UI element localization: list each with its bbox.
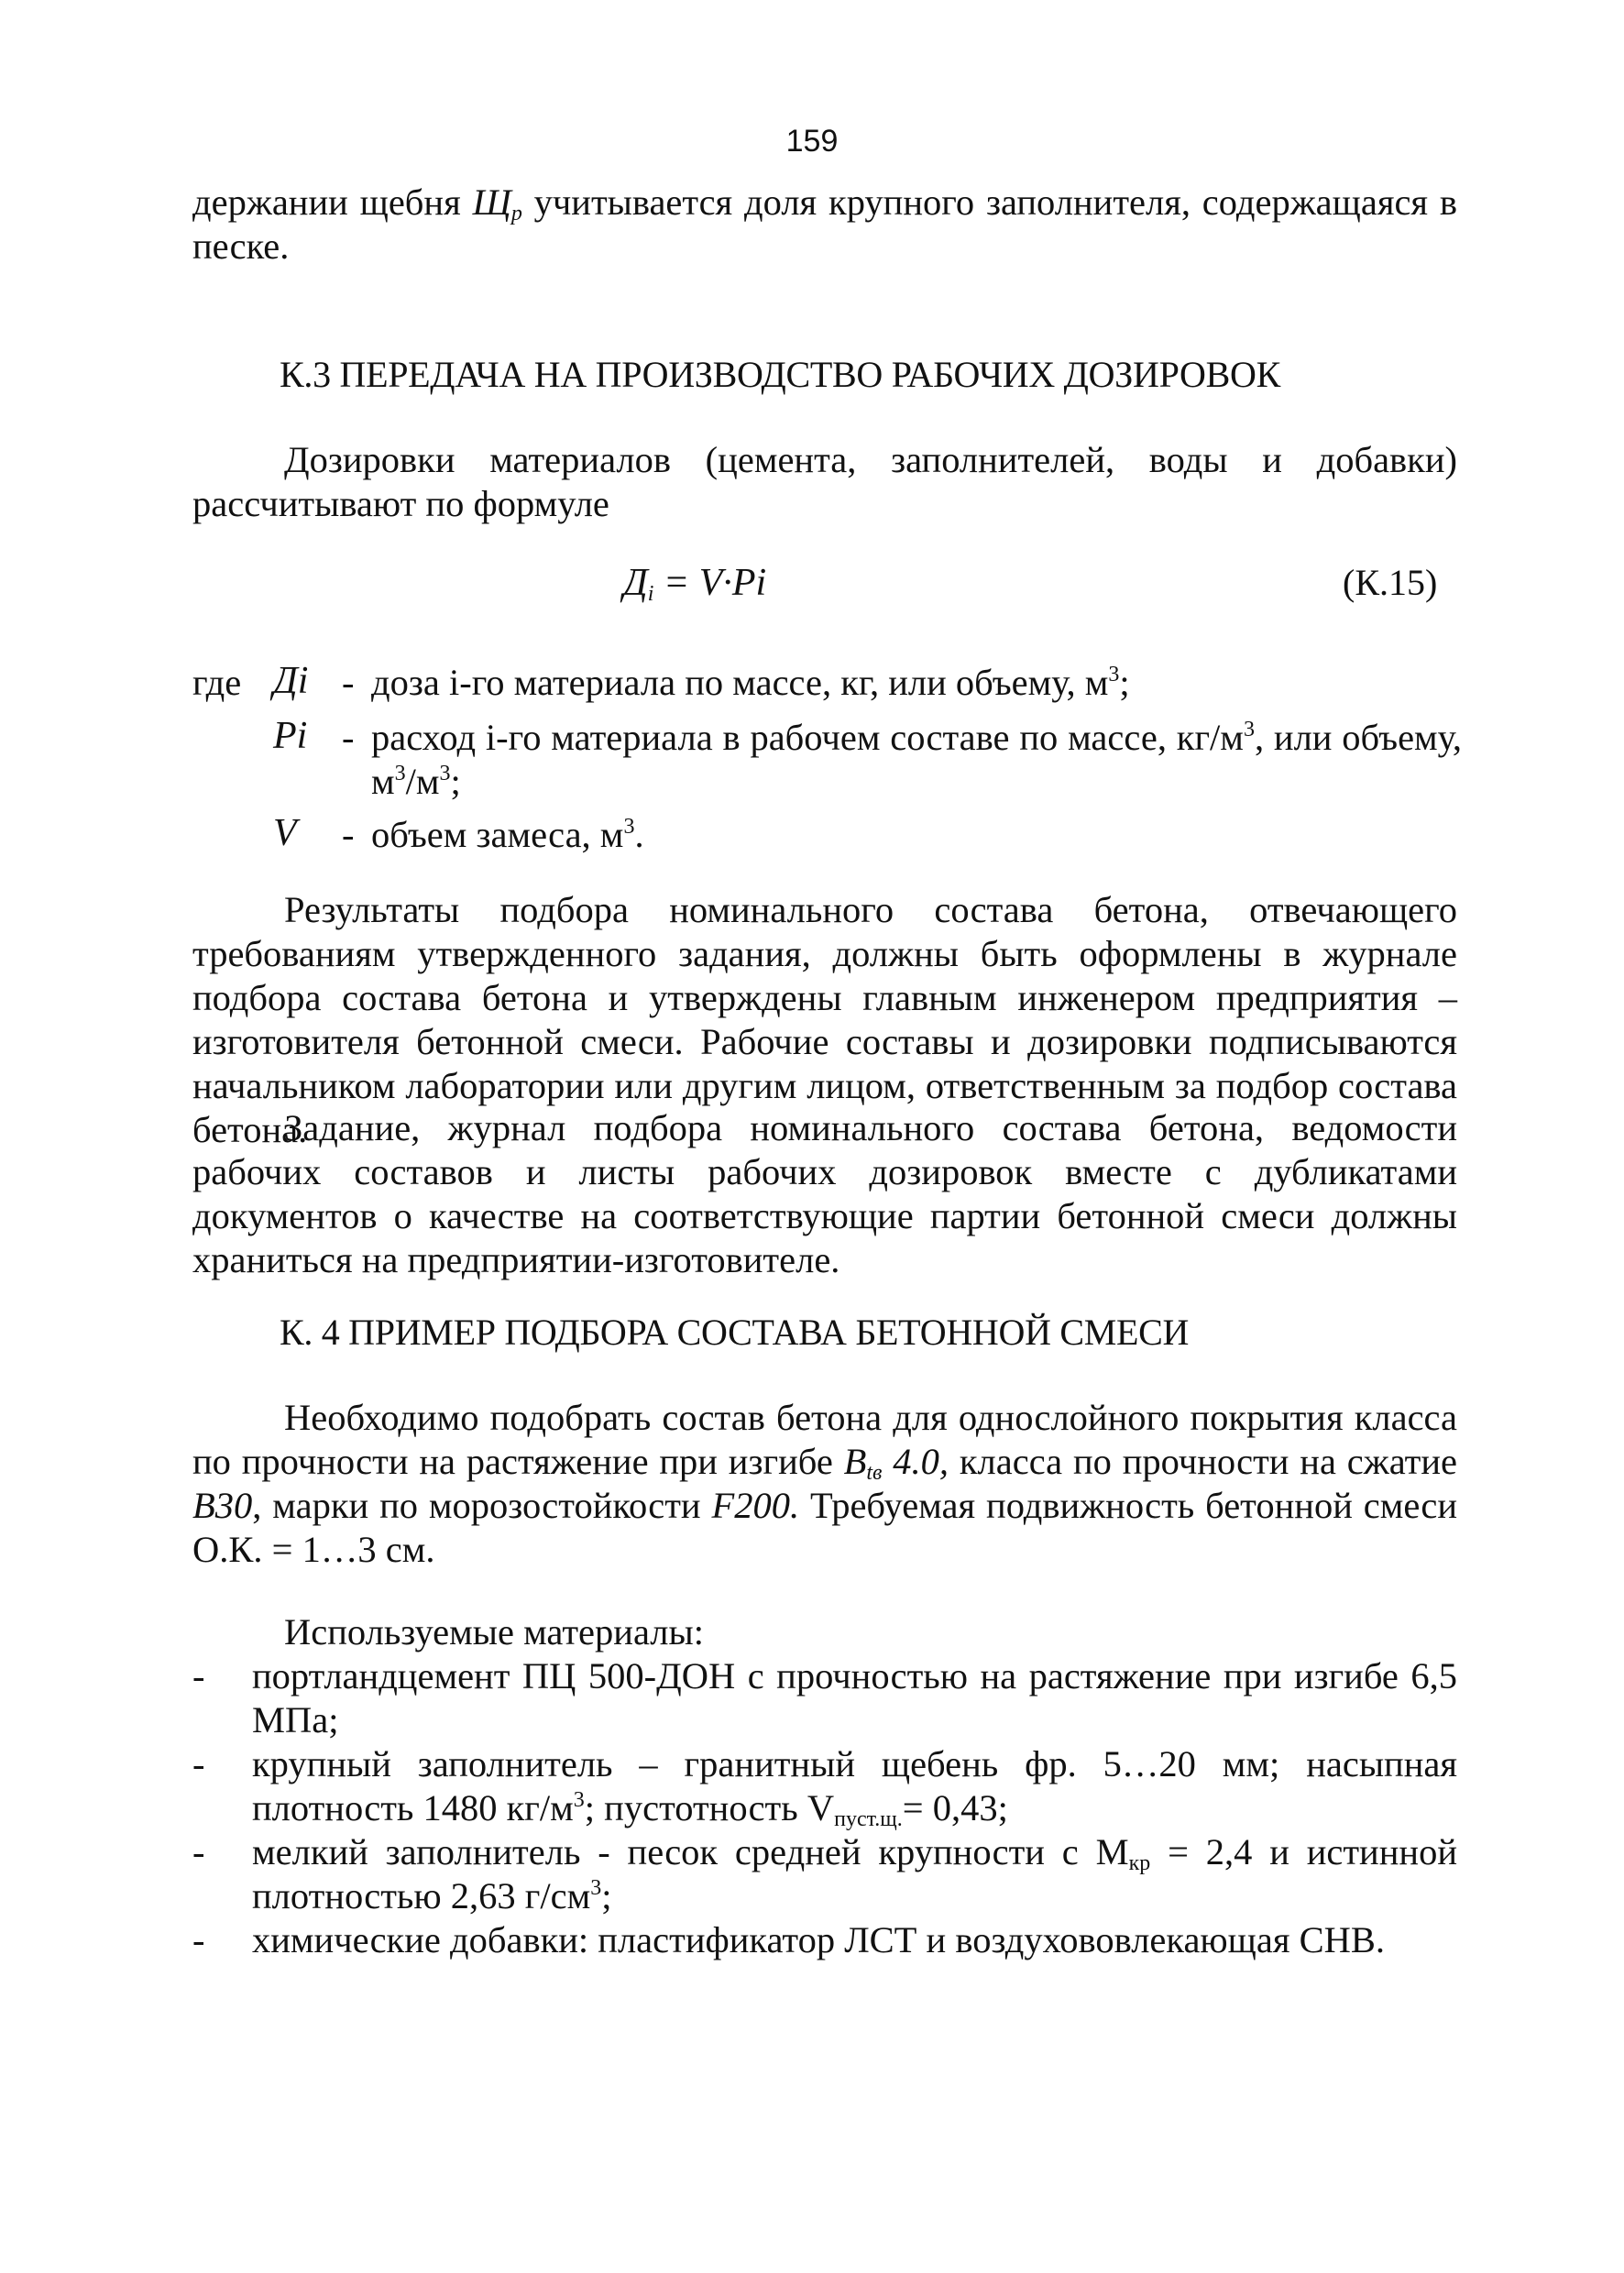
formula-number: (К.15) (1343, 562, 1438, 603)
list-text: портландцемент ПЦ 500-ДОН с прочностью на растяжение при изгибе 6,5 МПа; (252, 1655, 1457, 1740)
list-text: мелкий заполнитель - песок средней крупности с $М_{кр} = 2,4$ и истинной плотностью 2,63 $г/см^3$; (252, 1831, 1458, 1916)
materials-label: Используемые материалы: (284, 1611, 704, 1653)
list-dash: - (192, 1743, 205, 1784)
list-item-cement (192, 1654, 1457, 1742)
definition-text-di: доза i-го материала по массе, кг, или объему, $м^3$; (371, 662, 1130, 703)
definition-dash: - (342, 717, 355, 758)
list-dash: - (192, 1655, 205, 1697)
list-item-additives (192, 1918, 1457, 1962)
list-text: химические добавки: пластификатор ЛСТ и воздухововлекающая СНВ. (252, 1919, 1386, 1960)
paragraph-results: Результаты подбора номинального состава бетона, отвечающего требованиям утвержденного задания, должны быть оформлены в журнале подбора состава бетона и утверждены главным инженером предприятия – изготовителя бетонной смеси. Рабочие составы и дозировки подписываются начальником лаборатории или другим лицом, ответственным за подбор состава бетона. (192, 889, 1457, 1150)
definition-symbol-di: Дi (273, 660, 309, 702)
intro-text-2: учитывается доля крупного заполнителя, содержащаяся в песке. (192, 181, 1458, 267)
definition-text-pi: расход i-го материала в рабочем составе по массе, $кг/м^3$, или объему, $м^3/м^3$; (371, 717, 1462, 802)
list-dash: - (192, 1919, 205, 1960)
where-label: где (192, 662, 242, 703)
paragraph-storage: Задание, журнал подбора номинального состава бетона, ведомости рабочих составов и листы рабочих дозировок вместе с дубликатами документов о качестве на соответствующие партии бетонной смеси должны храниться на предприятии-изготовителе. (192, 1107, 1457, 1280)
definition-text-v: объем замеса, $м^3$. (371, 814, 644, 855)
list-dash: - (192, 1831, 205, 1872)
formula-k15: $Д_i = V\cdot Pi$ (623, 562, 767, 606)
definition-symbol-v: V (273, 812, 297, 854)
intro-text-1: держании щебня (192, 181, 473, 223)
symbol-shch: $Щ_р$ (472, 181, 522, 225)
list-item-coarse-aggregate (192, 1742, 1457, 1830)
section-heading-k3: К.3 ПЕРЕДАЧА НА ПРОИЗВОДСТВО РАБОЧИХ ДОЗИРОВОК (280, 354, 1280, 395)
page-number: 159 (785, 124, 839, 159)
definition-dash: - (342, 814, 355, 855)
paragraph-example: Необходимо подобрать состав бетона для однослойного покрытия класса по прочности на растяжение при изгибе $B_{tв}$ 4.0, класса по прочности на сжатие B30, марки по морозостойкости F200. Требуемая подвижность бетонной смеси О.К. = 1…3 см. (192, 1397, 1457, 1570)
list-item-fine-aggregate (192, 1830, 1457, 1918)
intro-paragraph (192, 181, 1457, 269)
definition-symbol-pi: Pi (273, 715, 308, 757)
section-heading-k4: К. 4 ПРИМЕР ПОДБОРА СОСТАВА БЕТОННОЙ СМЕСИ (280, 1312, 1190, 1353)
paragraph-dosage: Дозировки материалов (цемента, заполнителей, воды и добавки) рассчитывают по формуле (192, 439, 1457, 524)
definition-dash: - (342, 662, 355, 703)
list-text: крупный заполнитель – гранитный щебень фр. 5…20 мм; насыпная плотность 1480 $кг/м^3$; пустотность $V_{пуст.щ.}= 0,43$; (252, 1743, 1457, 1831)
